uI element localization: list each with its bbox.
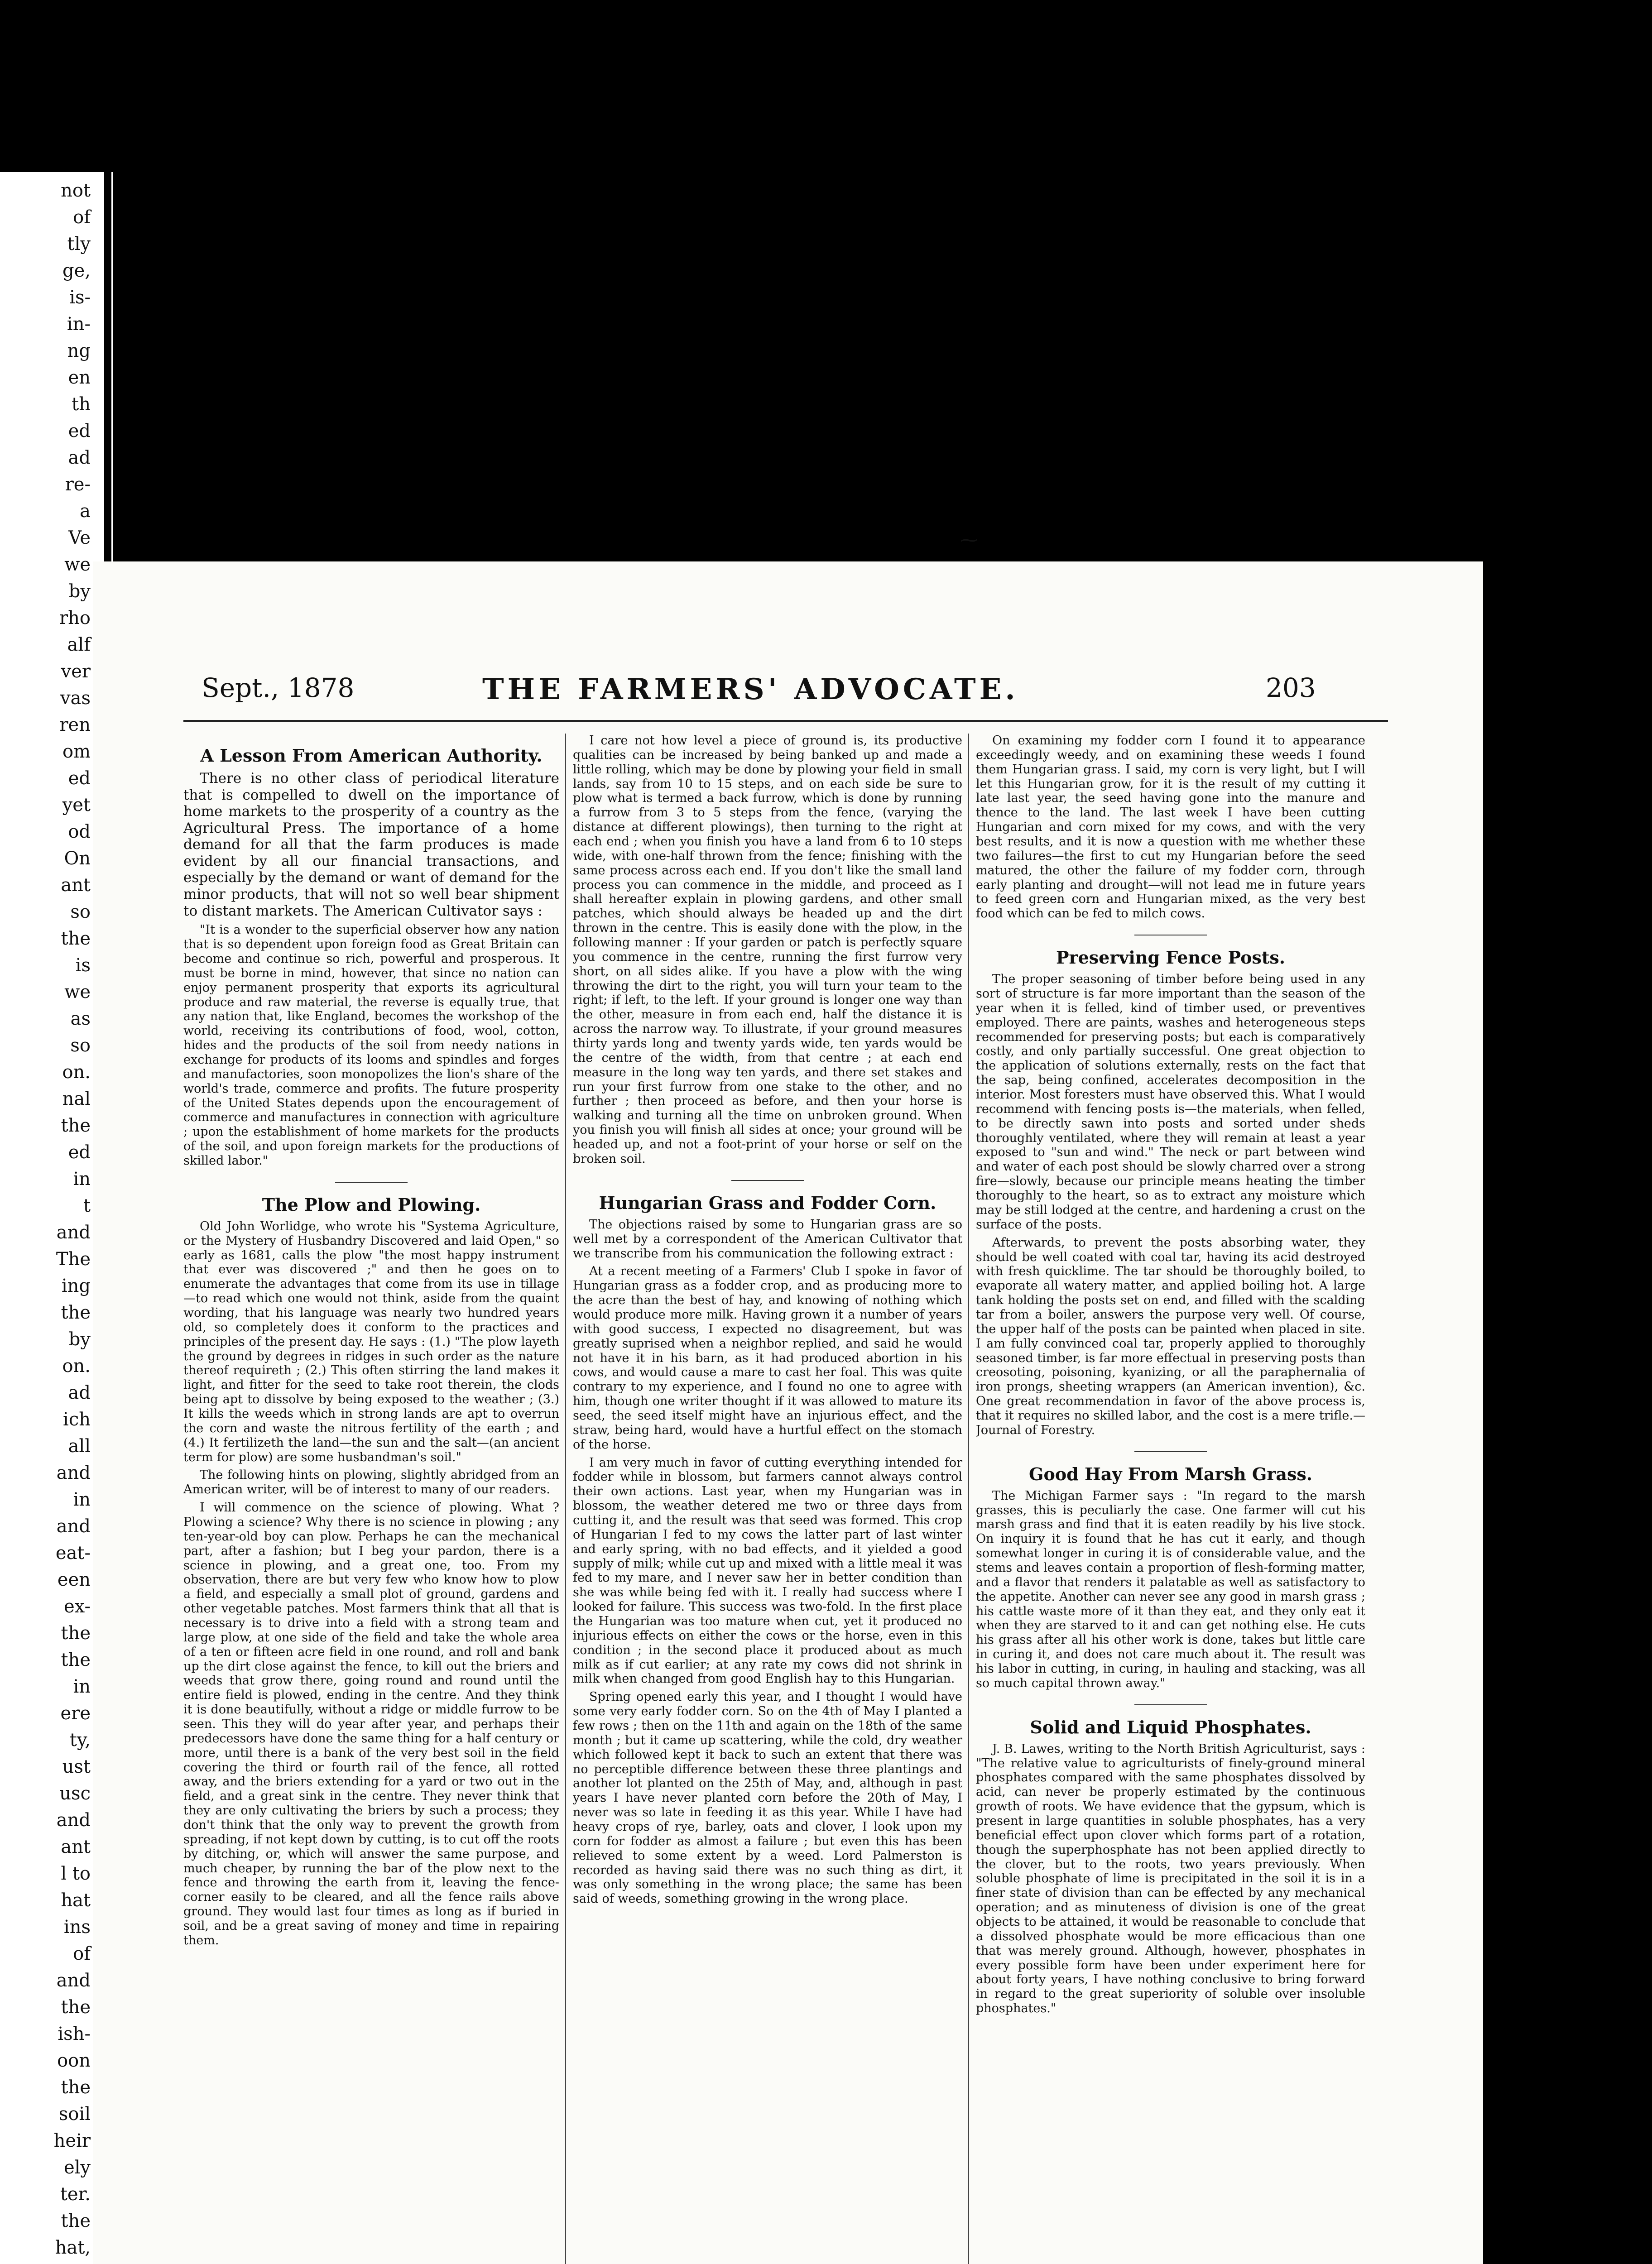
article-title: Solid and Liquid Phosphates. (1030, 1717, 1311, 1737)
facing-page-line-end: all (68, 1436, 91, 1457)
facing-page-line-end: ust (62, 1756, 91, 1777)
column-2 (573, 734, 962, 2264)
column-rule (968, 734, 969, 2264)
column-1 (183, 734, 559, 2264)
facing-page-line-end: by (68, 1329, 91, 1350)
facing-page-line-end: and (56, 1516, 91, 1537)
column-3 (976, 734, 1365, 2264)
facing-page-line-end: ed (68, 421, 91, 441)
facing-page-line-end: alf (67, 634, 91, 655)
facing-page-line-end: ant (61, 875, 91, 896)
facing-page-line-end: ren (59, 715, 91, 735)
newspaper-page (93, 561, 1483, 2264)
facing-page-line-end: oon (57, 2050, 91, 2071)
facing-page-line-end: ins (63, 1917, 91, 1938)
facing-page-line-end: the (61, 1623, 91, 1644)
facing-page-line-end: the (61, 2077, 91, 2098)
section-rule (1134, 1451, 1207, 1452)
facing-page-line-end: and (56, 1810, 91, 1831)
facing-page-line-end: by (68, 581, 91, 602)
facing-page-line-end: the (61, 1650, 91, 1670)
article-paragraph: I am very much in favor of cutting everything intended for fodder while in blossom, but farmers cannot always control their own actions. Last year, when my Hungarian was in blossom, the weather detered me two or three days from cutting it, and the result was that seed was formed. This crop of Hungarian I fed to my cows the latter part of last winter and early spring, with no bad effects, and it yielded a good supply of milk; while cut up and mixed with a little meal it was fed to my mare, and I never saw her in better condition than she was while being fed with it. I really had success where I looked for failure. This success was two-fold. In the first place the Hungarian was too mature when cut, yet it produced no injurious effects on either the cows or the horse, even in this condition ; in the second place it produced about as much milk as if cut earlier; at any rate my cows did not shrink in milk when changed from good English hay to this Hungarian. (573, 1455, 962, 1686)
column-rule (565, 734, 566, 2264)
facing-page-line-end: tly (67, 234, 91, 254)
facing-page-line-end: en (68, 367, 91, 388)
article-paragraph: At a recent meeting of a Farmers' Club I spoke in favor of Hungarian grass as a fodder crop, and as producing more to the acre than the best of hay, and knowing of nothing which would produce more milk. Having grown it a number of years with good success, I expected no disagreement, but was greatly suprised when a neighbor replied, and said he would not have it in his barn, as it had produced abortion in his cows, and would cause a mare to cast her foal. This was quite contrary to my experience, and I found no one to agree with him, though one writer thought if it was allowed to mature its seed, the seed itself might have an injurious effect, and the straw, being hard, would have a hurtful effect on the stomach of the horse. (573, 1264, 962, 1452)
facing-page-line-end: nal (62, 1089, 91, 1109)
facing-page-line-end: eat- (55, 1543, 91, 1564)
article-title: The Plow and Plowing. (262, 1194, 481, 1215)
facing-page-line-end: the (61, 928, 91, 949)
article-paragraph: The Michigan Farmer says : "In regard to the marsh grasses, this is peculiarly the case. One farmer will cut his marsh grass and find that it is eaten readily by his live stock. On inquiry it is found that he has cut it early, and though somewhat longer in curing it is of considerable value, and the stems and leaves contain a proportion of flesh-forming matter, and a flavor that renders it palatable as well as satisfactory to the appetite. Another can never see any good in marsh grass ; his cattle waste more of it than they eat, and they only eat it when they are starved to it and can get nothing else. He cuts his grass after all his other work is done, takes but little care in curing it, and does not care much about it. The result was his labor in cutting, in curing, in hauling and stacking, was all so much capital thrown away." (976, 1488, 1365, 1690)
facing-page-line-end: is- (69, 287, 91, 308)
facing-page-line-end: ver (61, 661, 91, 682)
facing-page-line-end: ich (63, 1409, 91, 1430)
article-paragraph: The objections raised by some to Hungarian grass are so well met by a correspondent of the American Cultivator that we transcribe from his communication the following extract : (573, 1217, 962, 1261)
article-title: Hungarian Grass and Fodder Corn. (599, 1192, 936, 1213)
masthead: THE FARMERS' ADVOCATE. (482, 672, 1019, 706)
facing-page-line-end: vas (60, 688, 91, 709)
facing-page-line-end: in (73, 1676, 91, 1697)
facing-page-line-end: ere (60, 1703, 91, 1724)
facing-page-line-end: l to (61, 1863, 91, 1884)
article-paragraph: On examining my fodder corn I found it to appearance exceedingly weedy, and on examining these weeds I found them Hungarian grass. I said, my corn is very light, but I will let this Hungarian grow, for it is the result of my cutting it late last year, the seed having gone into the manure and thence to the land. The last week I have been cutting Hungarian and corn mixed for my cows, and with the very best results, and it is now a question with me whether these two failures—the first to cut my Hungarian before the seed matured, the other the failure of my fodder corn, through early planting and drought—will not lead me in future years to feed green corn and Hungarian mixed, as the very best food which can be fed to milch cows. (976, 734, 1365, 921)
header-rule (183, 720, 1388, 722)
facing-page-line-end: hat (61, 1890, 91, 1911)
page-number: 203 (1266, 672, 1316, 703)
article-paragraph: Afterwards, to prevent the posts absorbing water, they should be well coated with coal tar, having its acid destroyed with fresh quicklime. The tar should be thoroughly boiled, to evaporate all watery matter, and applied boiling hot. A large tank holding the posts set on end, and filled with the scalding tar from a boiler, answers the purpose very well. Of course, the upper half of the posts can be painted when placed in site. I am fully convinced coal tar, properly applied to thoroughly seasoned timber, is far more effectual in preserving posts than creosoting, poisoning, kyanizing, or all the paraphernalia of iron prongs, sheeting wrappers (an American invention), &c. One great recommendation in favor of the above process is, that it requires no skilled labor, and the cost is a mere trifle.—Journal of Forestry. (976, 1235, 1365, 1437)
facing-page-line-end: a (80, 501, 91, 522)
facing-page-line-end: ex- (63, 1596, 91, 1617)
facing-page-line-end: The (56, 1249, 91, 1270)
facing-page-line-end: ad (68, 1382, 91, 1403)
article-title: Preserving Fence Posts. (1056, 947, 1286, 968)
stray-mark: ⁓ (960, 530, 978, 551)
facing-page-line-end: the (61, 1115, 91, 1136)
facing-page-line-end: ge, (62, 260, 91, 281)
facing-page-line-end: not (61, 180, 91, 201)
facing-page-line-end: t (83, 1195, 91, 1216)
facing-page-line-end: On (64, 848, 91, 869)
article-paragraph: Spring opened early this year, and I thought I would have some very early fodder corn. So on the 4th of May I planted a few rows ; then on the 11th and again on the 18th of the same month ; but it came up scattering, while the cold, dry weather which followed kept it back to such an extent that there was no perceptible difference between these three plantings and another lot planted on the 25th of May, and, although in past years I have never planted corn before the 20th of May, I never was so late in feeding it as this year. While I have had heavy crops of rye, barley, oats and clover, I look upon my corn for fodder as almost a failure ; but even this has been relieved to some extent by a weed. Lord Palmerston is recorded as having said there was no such thing as dirt, it was only something in the wrong place; the same has been said of weeds, something growing in the wrong place. (573, 1690, 962, 1906)
section-rule (731, 1180, 804, 1181)
facing-page-line-end: on. (62, 1062, 91, 1083)
facing-page-line-end: ad (68, 447, 91, 468)
facing-page-line-end: in- (67, 314, 91, 335)
facing-page-line-end: of (73, 207, 91, 228)
facing-page-line-end: yet (62, 795, 91, 815)
facing-page-line-end: rho (59, 608, 91, 628)
facing-page-line-end: so (70, 1035, 91, 1056)
article-paragraph: The following hints on plowing, slightly abridged from an American writer, will be of interest to many of our readers. (183, 1468, 559, 1497)
facing-page-line-end: and (56, 1970, 91, 1991)
facing-page-line-end: een (57, 1569, 91, 1590)
facing-page-line-end: as (70, 1008, 91, 1029)
article-paragraph: J. B. Lawes, writing to the North British Agriculturist, says : "The relative value to agriculturists of finely-ground mineral phosphates compared with the same phosphates dissolved by acid, can never be properly estimated by the continuous growth of roots. We have evidence that the gypsum, which is present in large quantities in soluble phosphates, has a very beneficial effect upon clover which forms part of a rotation, though the superphosphate has not been applied directly to the clover, but to the roots, two years previously. When soluble phosphate of lime is precipitated in the soil it is in a finer state of division than can be effected by any mechanical operation; and as minuteness of division is one of the great objects to be attained, it would be reasonable to conclude that a dissolved phosphate would be more efficacious than one that was merely ground. Although, however, phosphates in every possible form have been under experiment here for about forty years, I have nothing conclusive to bring forward in regard to the great superiority of soluble over insoluble phosphates." (976, 1741, 1365, 2016)
page-header (93, 672, 1483, 706)
facing-page-line-end: soil (58, 2104, 91, 2125)
facing-page-line-end: ant (61, 1837, 91, 1857)
facing-page-line-end: we (64, 982, 91, 1002)
facing-page-line-end: hat, (55, 2237, 91, 2258)
section-rule (1134, 1704, 1207, 1705)
facing-page-line-end: ish- (58, 2024, 91, 2044)
article-title: A Lesson From American Authority. (200, 745, 543, 766)
facing-page-line-end: in (73, 1489, 91, 1510)
facing-page-line-end: ing (61, 1276, 91, 1296)
facing-page-line-end: ed (68, 768, 91, 789)
article-paragraph: I care not how level a piece of ground is, its productive qualities can be increased by being banked up and made a little rolling, which may be done by plowing your field in small lands, say from 10 to 15 steps, and on each side be sure to plow what is termed a back furrow, which is done by running a furrow from 3 to 5 steps from the fence, (varying the distance at different plowings), then turning to the right at each end ; when you finish you have a land from 6 to 10 steps wide, with one-half thrown from the fence; finishing with the same process across each end. If you don't like the small land process you can commence in the middle, and proceed as I shall hereafter explain in plowing gardens, and other small patches, which should always be headed up and the dirt thrown in the centre. This is easily done with the plow, in the following manner : If your garden or patch is perfectly square you commence in the centre, running the first furrow very short, on all sides alike. If you have a plow with the wing throwing the dirt to the right, you will turn your team to the right; if left, to the left. If your ground is longer one way than the other, measure in from each end, half the distance it is across the narrow way. To illustrate, if your ground measures thirty yards long and twenty yards wide, ten yards would be the centre of the width, from that centre ; at each end measure in the long way ten yards, and there set stakes and run your first furrow from one stake to the other, and no further ; then proceed as before, and then your horse is walking and turning all the time on unbroken ground. When you finish you will finish all sides at once; your ground will be headed up, and not a foot-print of your horse or self on the broken soil. (573, 734, 962, 1166)
facing-page-line-end: of (73, 1943, 91, 1964)
facing-page-line-end: om (62, 741, 91, 762)
facing-page-line-end: ter. (60, 2184, 91, 2205)
issue-date: Sept., 1878 (202, 672, 355, 703)
facing-page-line-end: th (72, 394, 91, 415)
facing-page-line-end: on. (62, 1356, 91, 1377)
facing-page-line-end: usc (59, 1783, 91, 1804)
facing-page-line-end: we (64, 554, 91, 575)
facing-page-line-end: so (70, 902, 91, 922)
facing-page-line-end: ng (67, 341, 91, 361)
facing-page-line-end: and (56, 1463, 91, 1483)
facing-page-line-end: the (61, 2211, 91, 2231)
article-paragraph: I will commence on the science of plowing. What ? Plowing a science? Why there is no science in plowing ; any ten-year-old boy can plow. Perhaps he can the mechanical part, after a fashion; but I beg your pardon, there is a science in plowing, and a great one, too. From my observation, there are but very few who know how to plow a field, and especially a small plot of ground, gardens and other vegetable patches. Most farmers think that all that is necessary is to drive into a field with a strong team and large plow, at one side of the field and take the whole area of a ten or fifteen acre field in one round, and roll and bank up the dirt close against the fence, to kill out the briers and weeds that grow there, going round and round until the entire field is plowed, ending in the centre. And they think it is done beautifully, without a ridge or middle furrow to be seen. This they will do year after year, and perhaps their predecessors have done the same thing for a half century or more, until there is a bank of the very best soil in the field covering the third or fourth rail of the fence, all rotted away, and the briers extending for a yard or two out in the field, and a great sink in the centre. They never think that they are only cultivating the briers by such a process; they don't think that the only way to prevent the growth from spreading, if not kept down by cutting, is to cut off the roots by ditching, or, which will answer the same purpose, and much cheaper, by running the bar of the plow next to the fence and throwing the earth from it, leaving the fence-corner easily to be cleared, and all the fence rails above ground. They would last four times as long as if buried in soil, and be a great saving of money and time in repairing them. (183, 1501, 559, 1947)
facing-page-line-end: ely (63, 2157, 91, 2178)
article-title: Good Hay From Marsh Grass. (1029, 1463, 1312, 1484)
facing-page-line-end: heir (53, 2130, 91, 2151)
facing-page-line-end: the (61, 1302, 91, 1323)
facing-page-line-end: in (73, 1169, 91, 1190)
facing-page-line-end: ed (68, 1142, 91, 1163)
facing-page-line-end: the (61, 1997, 91, 2018)
facing-page-line-end: od (68, 821, 91, 842)
facing-page-line-end: and (56, 1222, 91, 1243)
facing-page-line-end: is (75, 955, 91, 976)
section-rule (335, 1182, 408, 1183)
article-paragraph: The proper seasoning of timber before being used in any sort of structure is far more important than the season of the year when it is felled, kind of timber used, or preventives employed. There are paints, washes and heterogeneous steps recommended for preserving posts; but each is comparatively costly, and only partially successful. One great objection to the application of solutions externally, rests on the fact that the sap, being confined, accelerates decomposition in the interior. Most foresters must have observed this. What I would recommend with fencing posts is—the materials, when felled, to be directly sawn into posts and sorted under sheds thoroughly ventilated, where they will remain at least a year exposed to "sun and wind." The neck or part between wind and water of each post should be slowly charred over a strong fire—slowly, because our principle means heating the timber thoroughly to the heart, so as to extract any moisture which may be still lodged at the centre, and hardening a crust on the surface of the posts. (976, 972, 1365, 1232)
facing-page-line-end: re- (65, 474, 91, 495)
article-paragraph: There is no other class of periodical literature that is compelled to dwell on the importance of home markets to the prosperity of a country as the Agricultural Press. The importance of a home demand for all that the farm produces is made evident by all our financial transactions, and especially by the demand or want of demand for the minor products, that will not so well bear shipment to distant markets. The American Cultivator says : (183, 770, 559, 919)
article-paragraph: Old John Worlidge, who wrote his "Systema Agriculture, or the Mystery of Husbandry Discovered and laid Open," so early as 1681, calls the plow "the most happy instrument that ever was discovered ;" and then he goes on to enumerate the advantages that come from its use in tillage—to read which one would not think, aside from the quaint wording, that his language was nearly two hundred years old, so completely does it conform to the practices and principles of the present day. He says : (1.) "The plow layeth the ground by degrees in ridges in such order as the nature thereof requireth ; (2.) This often stirring the land makes it light, and fitter for the seed to take root therein, the clods being apt to dissolve by being exposed to the weather ; (3.) It kills the weeds which in strong lands are apt to overrun the corn and waste the nitrous fertility of the earth ; and (4.) It fertilizeth the land—the sun and the salt—(an ancient term for plow) are some husbandman's soil." (183, 1219, 559, 1464)
article-quote: "It is a wonder to the superficial observer how any nation that is so dependent upon foreign food as Great Britain can become and continue so rich, powerful and prosperous. It must be borne in mind, however, that since no nation can enjoy permanent prosperity that exports its agricultural produce and raw material, the reverse is equally true, that any nation that, like England, becomes the workshop of the world, receiving its contributions of food, wool, cotton, hides and the products of the soil from needy nations in exchange for products of its looms and spindles and forges and manufactories, soon monopolizes the lion's share of the world's trade, commerce and profits. The future prosperity of the United States depends upon the encouragement of commerce and manufactures in connection with agriculture ; upon the establishment of home markets for the products of the soil, and upon foreign markets for the productions of skilled labor." (183, 923, 559, 1168)
facing-page-line-end: Ve (68, 528, 91, 548)
facing-page-line-end: ty, (69, 1730, 91, 1751)
